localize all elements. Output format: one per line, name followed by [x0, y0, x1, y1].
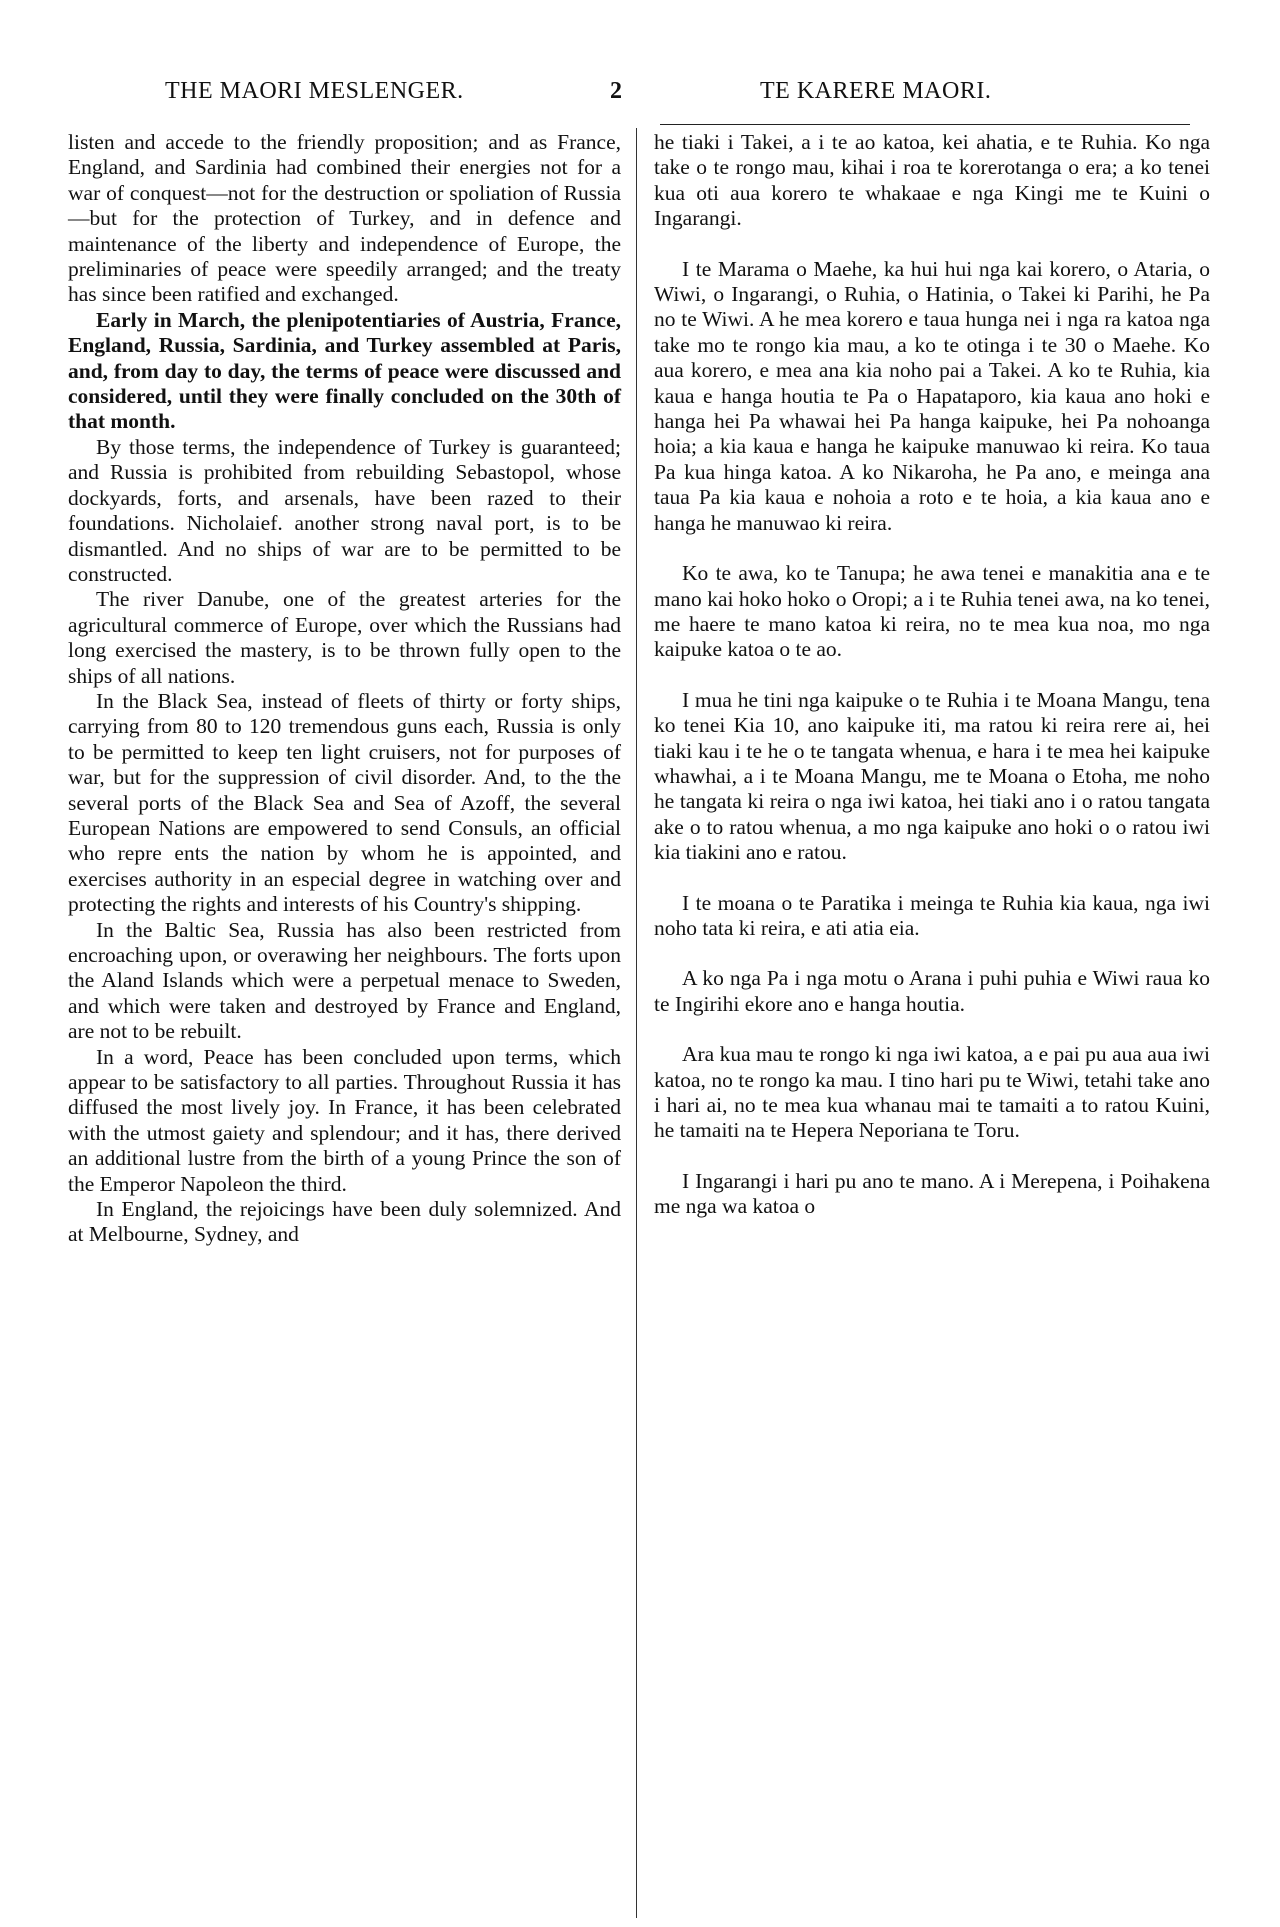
- english-paragraph: In a word, Peace has been concluded upon terms, which appear to be satisfactory to all parties. Throughout Russia it has diffused the most lively joy. In France, it has been celebrated with the utmost gaiety and splendour; and it has, there derived an additional lustre from the birth of a young Prince the son of the Emperor Napoleon the third.: [68, 1044, 621, 1196]
- english-paragraph: Early in March, the plenipotentiaries of Austria, France, England, Russia, Sardinia, and Turkey assembled at Paris, and, from day to day, the terms of peace were discussed and considered, until they were finally concluded on the 30th of that month.: [68, 307, 621, 434]
- maori-paragraph: Ko te awa, ko te Tanupa; he awa tenei e manakitia ana e te mano kai hoko hoko o Oropi; a i te Ruhia tenei awa, na ko tenei, me haere te mano katoa ki reira, no te mea kua noa, mo nga kaipuke katoa o te ao.: [654, 561, 1210, 662]
- english-paragraph: The river Danube, one of the greatest arteries for the agricultural commerce of Europe, over which the Russians had long exercised the mastery, is to be thrown fully open to the ships of all nations.: [68, 587, 621, 688]
- maori-paragraph: I mua he tini nga kaipuke o te Ruhia i te Moana Mangu, tena ko tenei Kia 10, ano kaipuke iti, ma ratou ki reira rere ai, hei tiaki kau i te he o te tangata whenua, e hara i te mea hei kaipuke whawhai, a i te Moana Mangu, me te Moana o Etoha, me noho he tangata ki reira o nga iwi katoa, hei tiaki ano i o ratou tangata ake o to ratou whenua, a mo nga kaipuke ano hoki o o ratou iwi kia tiakini ano e ratou.: [654, 687, 1210, 865]
- english-paragraph: In the Baltic Sea, Russia has also been restricted from encroaching upon, or overawing her neighbours. The forts upon the Aland Islands which were a perpetual menace to Sweden, and which were taken and destroyed by France and England, are not to be rebuilt.: [68, 917, 621, 1044]
- english-paragraph: By those terms, the independence of Turkey is guaranteed; and Russia is prohibited from rebuilding Sebastopol, whose dockyards, forts, and arsenals, have been razed to their foundations. Nicholaief. another strong naval port, is to be dismantled. And no ships of war are to be permitted to be constructed.: [68, 434, 621, 586]
- column-divider: [636, 128, 637, 1918]
- english-paragraph: In the Black Sea, instead of fleets of thirty or forty ships, carrying from 80 to 120 tremendous guns each, Russia is only to be permitted to keep ten light cruisers, not for purposes of war, but for the suppression of civil disorder. And, to the the several ports of the Black Sea and Sea of Azoff, the several European Nations are empowered to send Consuls, an official who repre ents the nation by whom he is appointed, and exercises authority in an especial degree in watching over and protecting the rights and interests of his Country's shipping.: [68, 688, 621, 917]
- maori-masthead-title: TE KARERE MAORI.: [760, 78, 992, 104]
- maori-paragraph: I te Marama o Maehe, ka hui hui nga kai korero, o Ataria, o Wiwi, o Ingarangi, o Ruhia, o Hatinia, o Takei ki Parihi, he Pa no te Wiwi. A he mea korero e taua hunga nei i nga ra katoa nga take mo te rongo kia mau, a ko te otinga i te 30 o Maehe. Ko aua korero, e mea ana kia noho pai a Takei. A ko te Ruhia, kia kaua e hanga houtia te Pa o Hapataporo, kia kaua ano hoki e hanga hei Pa whawai hei Pa hanga kaipuke, hei Pa nohoanga hoia; a kia kaua e hanga he kaipuke manuwao ki reira. Ko taua Pa kua hinga katoa. A ko Nikaroha, he Pa ano, e meinga ana taua Pa kia kaua e nohoia a roto e te hoia, a kia kaua ano e hanga he manuwao ki reira.: [654, 256, 1210, 535]
- maori-paragraph: he tiaki i Takei, a i te ao katoa, kei ahatia, e te Ruhia. Ko nga take o te rongo mau, kihai i roa te korerotanga o era; a ko tenei kua oti aua korero te whakaae e nga Kingi me te Kuini o Ingarangi.: [654, 130, 1210, 231]
- maori-paragraph: I Ingarangi i hari pu ano te mano. A i Merepena, i Poihakena me nga wa katoa o: [654, 1168, 1210, 1219]
- header-rule: [660, 124, 1190, 125]
- maori-paragraph: I te moana o te Paratika i meinga te Ruhia kia kaua, nga iwi noho tata ki reira, e ati atia eia.: [654, 890, 1210, 940]
- english-paragraph: In England, the rejoicings have been duly solemnized. And at Melbourne, Sydney, and: [68, 1197, 621, 1247]
- maori-paragraph: Ara kua mau te rongo ki nga iwi katoa, a e pai pu aua aua iwi katoa, no te rongo ka mau. I tino hari pu te Wiwi, tetahi take ano i hari ai, no te mea kua whanau mai te tamaiti a to ratou Kuini, he tamaiti na te Hepera Neporiana te Toru.: [654, 1042, 1210, 1143]
- english-paragraph: listen and accede to the friendly proposition; and as France, England, and Sardinia had combined their energies not for a war of conquest—not for the destruction or spoliation of Russia —but for the protection of Turkey, and in defence and maintenance of the liberty and independence of Europe, the preliminaries of peace were speedily arranged; and the treaty has since been ratified and exchanged.: [68, 130, 621, 307]
- page-header: [120, 78, 1180, 110]
- page-number: 2: [610, 78, 623, 104]
- maori-column: [654, 130, 1210, 1220]
- english-masthead-title: THE MAORI MESLENGER.: [165, 78, 464, 104]
- maori-paragraph: A ko nga Pa i nga motu o Arana i puhi puhia e Wiwi raua ko te Ingirihi ekore ano e hanga houtia.: [654, 966, 1210, 1016]
- english-column: [68, 130, 621, 1248]
